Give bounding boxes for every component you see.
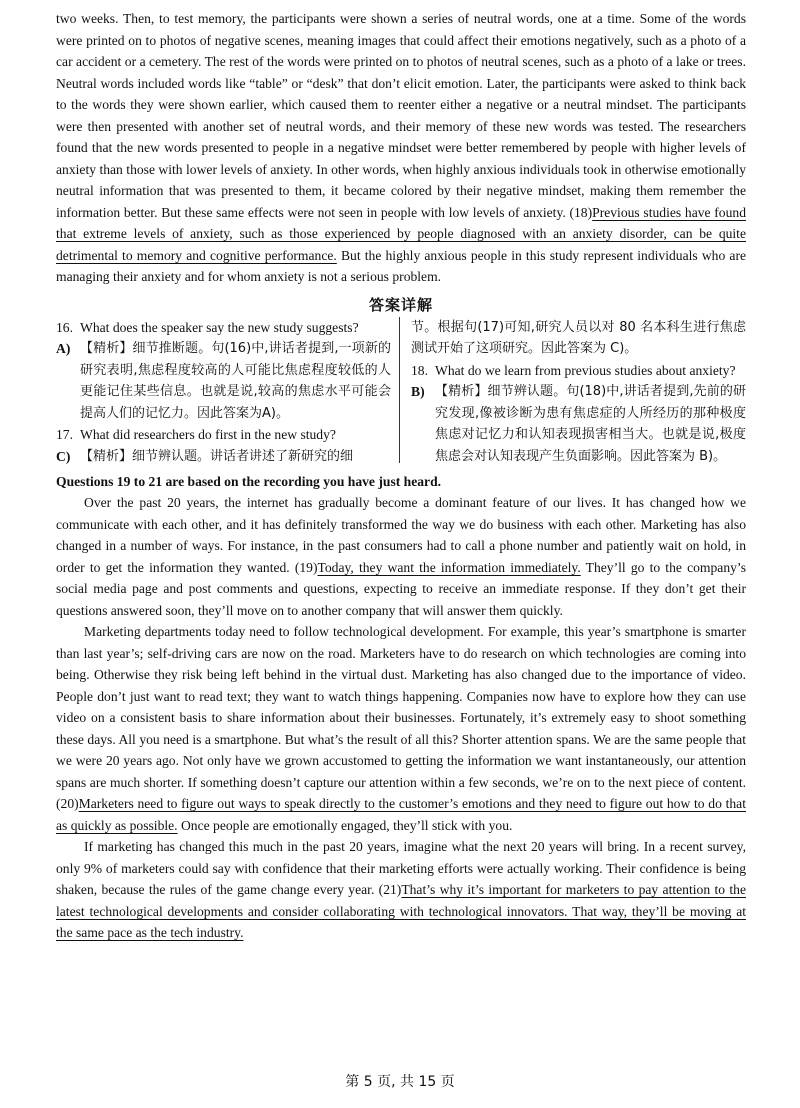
questions-19-21-header: Questions 19 to 21 are based on the recording you have just heard. — [56, 474, 442, 489]
passage-continued — [56, 8, 746, 288]
key-sentence-18: Previous studies have found that extreme levels of anxiety, such as those experienced by people diagnosed with an anxiety disorder, can be quite detrimental to memory and cognitive performance. — [56, 204, 746, 263]
answer-17: C) 【精析】细节辨认题。讲话者讲述了新研究的细 — [56, 448, 354, 464]
question-17: 17. What did researchers do first in the new study? — [56, 427, 336, 442]
answers-left-column — [56, 317, 399, 468]
answer-18: B) 【精析】细节辨认题。句(18)中,讲话者提到,先前的研究发现,像被诊断为患有焦虑症的人所经历的那种极度焦虑对记忆力和认知表现损害相当大。也就是说,极度焦虑会对认知表现产生负面影响。因此答案为 B)。 — [411, 384, 746, 464]
column-divider — [399, 317, 400, 464]
answers-section-title: 答案详解 — [368, 295, 433, 314]
passage2-paragraph-1: Over the past 20 years, the internet has gradually become a dominant feature of our lives. It has changed how we communicate with each other, and it has definitely transformed the way we do business with each other. Marketing has also changed in a number of ways. For instance, in the past consumers had to call a phone number and patiently wait on hold, in order to get the information they wanted. (19)Today, they want the information immediately. They’ll go to the company’s social media page and post comments and questions, expecting to receive an immediate response. If they don’t get their questions answered soon, they’ll move on to another company that will answer them quickly. — [56, 495, 746, 618]
answer-16: A) 【精析】细节推断题。句(16)中,讲话者提到,一项新的研究表明,焦虑程度较高的人可能比焦虑程度较低的人更能记住某些信息。也就是说,较高的焦虑水平可能会提高人们的记忆力。因此答案为A)。 — [56, 341, 391, 421]
question-16: 16. What does the speaker say the new study suggests? — [56, 319, 359, 335]
passage-text: But the highly anxious people in this study represent individuals who are managing their anxiety and for whom anxiety is not a serious problem. — [56, 247, 747, 284]
key-sentence-19: Today, they want the information immediately. — [317, 559, 581, 575]
answers-columns — [56, 317, 746, 468]
passage2-paragraph-2: Marketing departments today need to follow technological development. For example, this year’s smartphone is smarter than last year’s; self-driving cars are now on the road. Marketers have to do research on which technologies are coming into being. Otherwise they risk being left behind in the virtual dust. Marketing has also changed due to the importance of video. People don’t just want to read text; they want to watch things happening. Companies now have to explore how they can use video on a consistent basis to share information about their businesses. Fortunately, it’s extremely easy to shoot something these days. All you need is a smartphone. But what’s the result of all this? Shorter attention spans. We are the same people that we were 20 years ago. Not only have we grown accustomed to getting the information we want instantaneously, our attention spans are much shorter. If something doesn’t capture our attention within a few seconds, we’re on to the next piece of content. (20)Marketers need to figure out ways to speak directly to the customer’s emotions and they need to figure out how to do that as quickly as possible. Once people are emotionally engaged, they’ll stick with you. — [56, 624, 746, 833]
passage-text: two weeks. Then, to test memory, the participants were shown a series of neutral words, one at a time. Some of the words were printed on to photos of negative scenes, meaning images that could affect their emotions negatively, such as a photo of a car accident or a cemetery. The rest of the words were printed on to photos of neutral scenes, such as a photo of a lake or trees. Neutral words included words like “table” or “desk” that don’t elicit emotion. Later, the participants were asked to think back to the words they were shown earlier, which caused them to reenter either a negative or a neutral mindset. The participants were then presented with another set of neutral words, and their memory of these new words was tested. The researchers found that the new words presented to people in a negative mindset were better remembered by people with higher levels of anxiety than those with lower levels of anxiety. In other words, when highly anxious individuals took in otherwise emotionally neutral information that was presented to them, it became colored by their negative mindset, making them remember the information better. But these same effects were not seen in people with low levels of anxiety. (18) — [56, 11, 746, 220]
answer-17-continued: 节。根据句(17)可知,研究人员以对 80 名本科生进行焦虑测试开始了这项研究。因此答案为 C)。 — [411, 319, 746, 356]
answers-right-column — [399, 317, 746, 468]
document-page — [56, 8, 746, 944]
passage2-paragraph-3: If marketing has changed this much in the past 20 years, imagine what the next 20 years will bring. In a recent survey, only 9% of marketers could say with confidence that their marketing efforts were actually working. Their confidence is being shaken, because the rules of the game change every year. (21)That’s why it’s important for marketers to pay attention to the latest technological developments and consider collaborating with technological innovators. That way, they’ll be moving at the same pace as the tech industry. — [56, 839, 746, 940]
question-18: 18. What do we learn from previous studies about anxiety? — [411, 362, 736, 378]
key-sentence-20: Marketers need to figure out ways to speak directly to the customer’s emotions and they need to figure out how to do that as quickly as possible. — [56, 796, 746, 833]
key-sentence-21: That’s why it’s important for marketers to pay attention to the latest technological developments and consider collaborating with technological innovators. That way, they’ll be moving at the same pace as the tech industry. — [56, 882, 746, 940]
page-number: 第 5 页, 共 15 页 — [345, 1074, 455, 1090]
